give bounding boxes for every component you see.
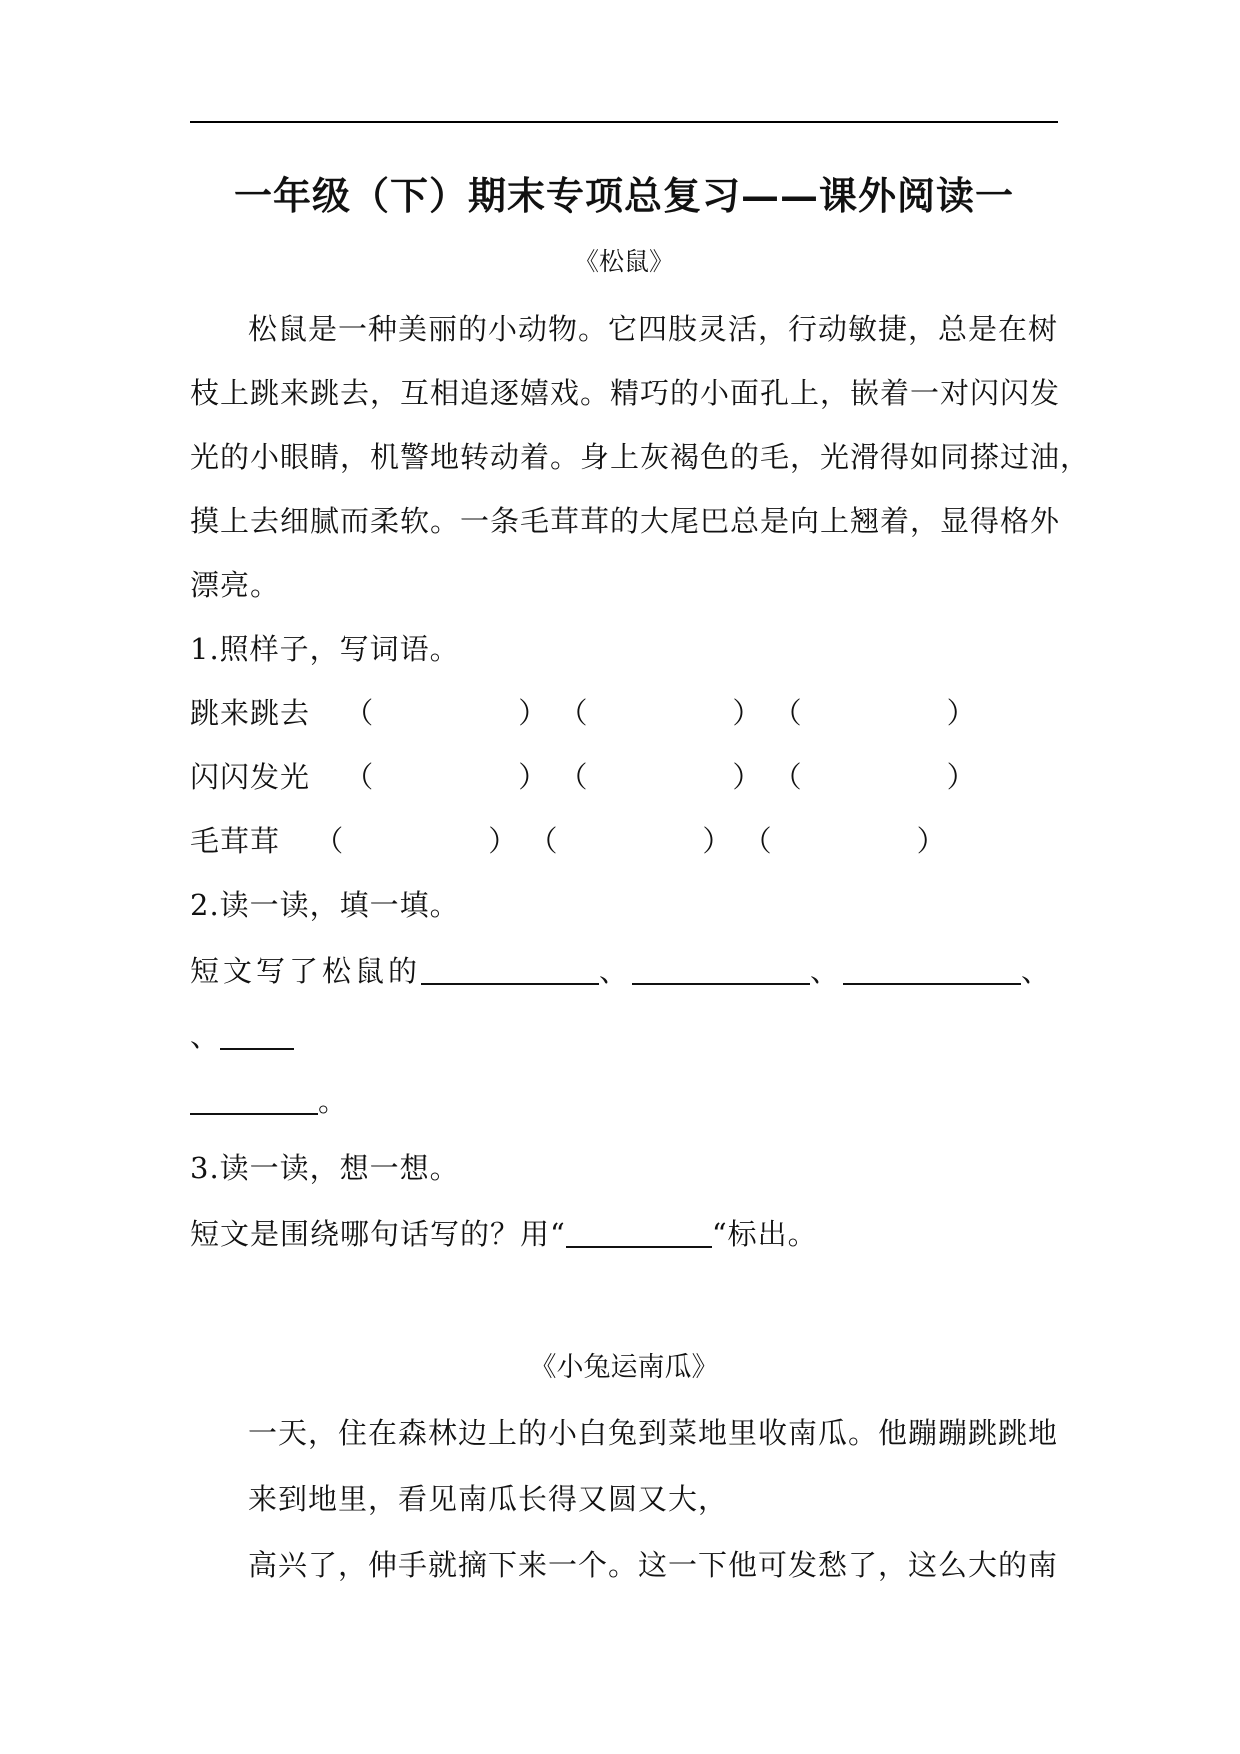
passage-2-line: 高兴了，伸手就摘下来一个。这一下他可发愁了，这么大的南	[248, 1548, 1059, 1582]
word-answer-box[interactable]: （ ）	[314, 824, 519, 858]
fill-blank[interactable]	[421, 949, 599, 985]
question-2-lead: 短文写了松鼠的	[190, 954, 422, 988]
word-example: 毛茸茸	[190, 824, 281, 858]
word-row	[190, 691, 977, 735]
passage-2-line: 来到地里，看见南瓜长得又圆又大，	[248, 1482, 729, 1516]
fill-blank[interactable]	[632, 949, 810, 985]
question-2-fill-line	[190, 1014, 294, 1058]
separator: 、	[1021, 954, 1055, 988]
word-answer-box[interactable]: （ ）	[772, 696, 977, 730]
question-3-text: 短文是围绕哪句话写的？用“ “标出。	[190, 1212, 818, 1256]
period: 。	[318, 1084, 349, 1118]
word-answer-box[interactable]: （ ）	[528, 824, 733, 858]
question-1-prompt: 1.照样子，写词语。	[190, 632, 460, 666]
word-answer-box[interactable]: （ ）	[558, 696, 763, 730]
passage-1-line: 光的小眼睛，机警地转动着。身上灰褐色的毛，光滑得如同搽过油，	[190, 440, 1091, 474]
underline-mark	[566, 1212, 712, 1248]
passage-1-line: 漂亮。	[190, 568, 281, 602]
passage-1-line: 枝上跳来跳去，互相追逐嬉戏。精巧的小面孔上，嵌着一对闪闪发	[190, 376, 1061, 410]
fill-blank[interactable]	[220, 1014, 294, 1050]
word-row	[190, 755, 977, 799]
word-answer-box[interactable]: （ ）	[772, 760, 977, 794]
question-3-prompt: 3.读一读，想一想。	[190, 1151, 460, 1185]
passage-1-line: 摸上去细腻而柔软。一条毛茸茸的大尾巴总是向上翘着，显得格外	[190, 504, 1061, 538]
passage-1-line: 松鼠是一种美丽的小动物。它四肢灵活，行动敏捷，总是在树	[248, 312, 1059, 346]
fill-blank[interactable]	[190, 1079, 318, 1115]
fill-blank[interactable]	[843, 949, 1021, 985]
word-example: 跳来跳去	[190, 696, 311, 730]
separator: 、	[810, 954, 844, 988]
question-2-prompt: 2.读一读，填一填。	[190, 888, 460, 922]
question-2-fill-line	[190, 949, 1054, 993]
header-rule	[190, 121, 1058, 123]
word-answer-box[interactable]: （ ）	[742, 824, 947, 858]
word-answer-box[interactable]: （ ）	[344, 760, 549, 794]
word-answer-box[interactable]: （ ）	[558, 760, 763, 794]
separator: 、	[190, 1019, 221, 1053]
page-title: 一年级（下）期末专项总复习——课外阅读一	[233, 173, 1014, 218]
passage-1-title: 《松鼠》	[573, 247, 674, 276]
word-example: 闪闪发光	[190, 760, 311, 794]
passage-2-title: 《小兔运南瓜》	[529, 1352, 719, 1383]
question-2-fill-line	[190, 1079, 348, 1123]
word-row	[190, 819, 947, 863]
word-answer-box[interactable]: （ ）	[344, 696, 549, 730]
separator: 、	[599, 954, 633, 988]
passage-2-line: 一天，住在森林边上的小白兔到菜地里收南瓜。他蹦蹦跳跳地	[248, 1416, 1059, 1450]
